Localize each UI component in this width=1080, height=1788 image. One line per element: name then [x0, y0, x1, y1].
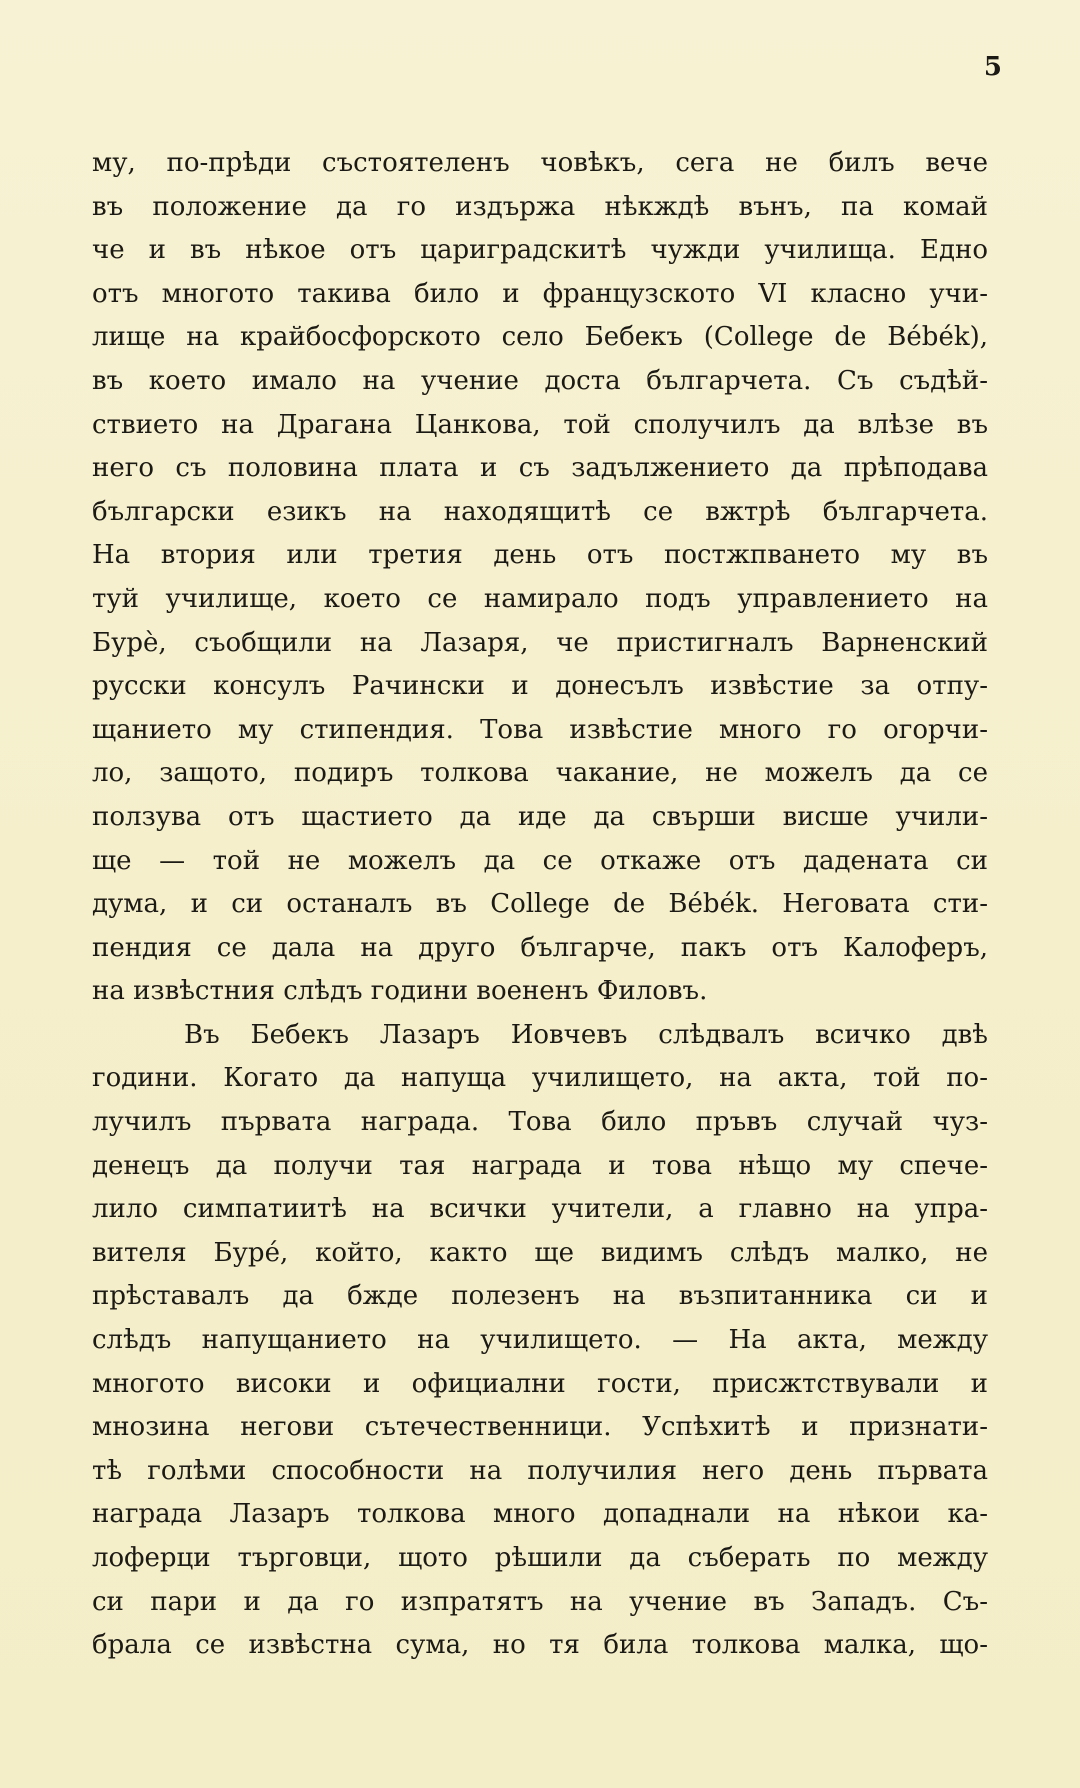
text-line: дума, и си останалъ въ College de Bébék. Неговата сти- [92, 889, 988, 920]
paragraph-2 [92, 1014, 988, 1668]
text-line: мнозина негови сътечественници. Успѣхитѣ и признати- [92, 1412, 988, 1443]
text-line: лище на крайбосфорското село Бебекъ (College de Bébék), [92, 322, 988, 353]
text-line: отъ многото такива било и французското VI класно учи- [92, 278, 988, 309]
text-line: ствието на Драгана Цанкова, той сполучилъ да влѣзе въ [92, 409, 988, 440]
text-line: лило симпатиитѣ на всички учители, а главно на упра- [92, 1194, 988, 1225]
text-line: ще — той не можелъ да се откаже отъ дадената си [92, 845, 988, 876]
text-line: слѣдъ напущанието на училището. — На акта, между [92, 1325, 988, 1356]
text-line: лучилъ първата награда. Това било пръвъ случай чуз- [92, 1107, 988, 1138]
text-line: многото високи и официални гости, присжтствували и [92, 1368, 988, 1399]
paragraph-1 [92, 142, 988, 1014]
text-line: русски консулъ Рачински и донесълъ извѣстие за отпу- [92, 671, 988, 702]
text-line: въ положение да го издържа нѣкждѣ вънъ, па комай [92, 191, 988, 222]
body-text [92, 142, 988, 1668]
text-line: му, по-прѣди състоятеленъ човѣкъ, сега не билъ вече [92, 148, 988, 178]
text-line: на извѣстния слѣдъ години воененъ Филовъ. [92, 976, 708, 1007]
text-line: български езикъ на находящитѣ се вжтрѣ българчета. [92, 496, 988, 527]
text-line: въ което имало на учение доста българчета. Съ съдѣй- [92, 365, 988, 396]
page-number: 5 [983, 52, 1002, 82]
text-line: тѣ голѣми способности на получилия него день първата [92, 1455, 988, 1486]
text-line: брала се извѣстна сума, но тя била толкова малка, що- [92, 1630, 988, 1661]
text-line: пендия се дала на друго българче, пакъ отъ Калоферъ, [92, 932, 988, 963]
text-line: че и въ нѣкое отъ цариградскитѣ чужди училища. Едно [92, 235, 988, 266]
text-line: Бурè, съобщили на Лазаря, че пристигналъ Варненский [92, 627, 988, 658]
text-line: щанието му стипендия. Това извѣстие много го огорчи- [92, 714, 988, 745]
text-line: ло, защото, подиръ толкова чакание, не можелъ да се [92, 758, 988, 789]
text-line: прѣставалъ да бжде полезенъ на възпитанника си и [92, 1281, 988, 1312]
text-line: На втория или третия день отъ постжпването му въ [92, 540, 988, 571]
text-line: вителя Буре́, който, както ще видимъ слѣдъ малко, не [92, 1237, 988, 1268]
text-line: лоферци търговци, щото рѣшили да съберать по между [92, 1543, 988, 1573]
text-line: туй училище, което се намирало подъ управлението на [92, 583, 988, 614]
text-line: ползува отъ щастието да иде да свърши висше учили- [92, 801, 988, 832]
text-line: години. Когато да напуща училището, на акта, той по- [92, 1063, 988, 1094]
text-line: Въ Бебекъ Лазаръ Иовчевъ слѣдвалъ всичко двѣ [184, 1019, 988, 1050]
text-line: награда Лазаръ толкова много допаднали на нѣкои ка- [92, 1499, 988, 1530]
text-line: си пари и да го изпратятъ на учение въ Западъ. Съ- [92, 1586, 988, 1617]
text-line: него съ половина плата и съ задължението да прѣподава [92, 453, 988, 484]
text-line: денецъ да получи тая награда и това нѣщо му спече- [92, 1150, 988, 1181]
